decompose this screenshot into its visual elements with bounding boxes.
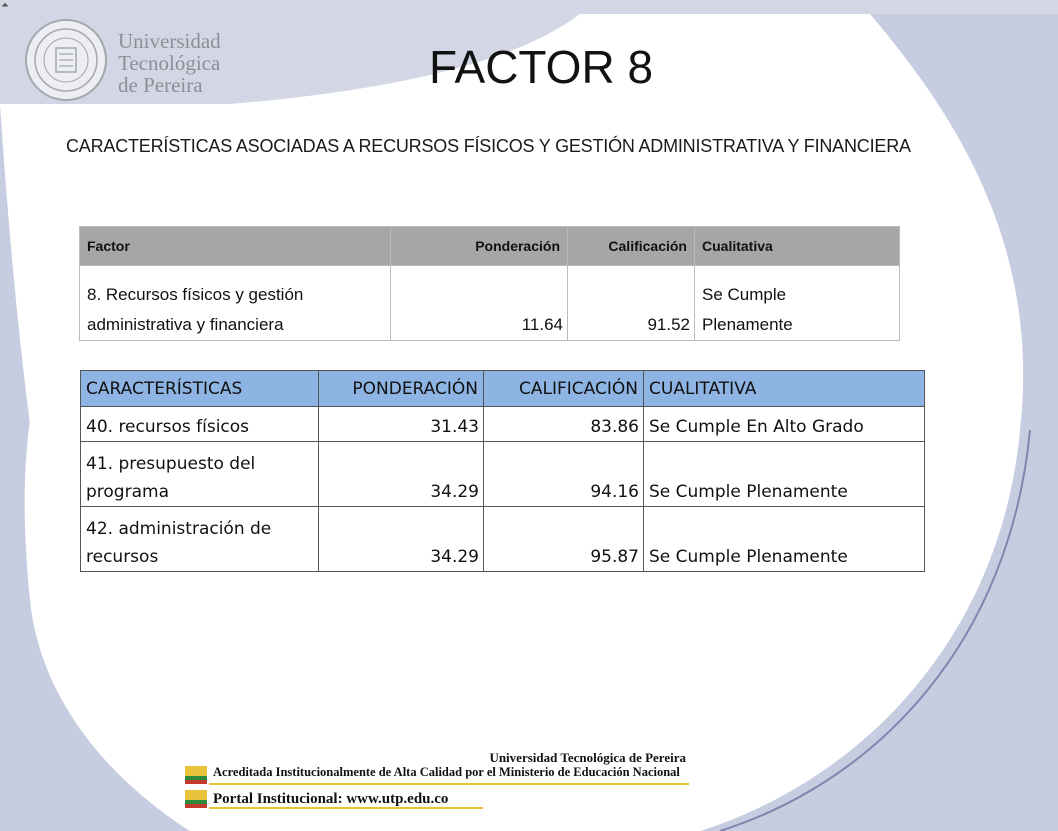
factor-ponderacion-cell: 11.64 [391,266,568,341]
characteristics-table [80,370,925,572]
characteristic-name-cell: 40. recursos físicos [81,407,319,442]
characteristic-calificacion-cell: 83.86 [484,407,644,442]
factor-calificacion-cell: 91.52 [568,266,695,341]
table-row [81,507,925,572]
slide-title: FACTOR 8 [428,41,654,93]
factor-name-cell: 8. Recursos físicos y gestión administrativa y financiera [80,266,391,341]
table-row [81,442,925,507]
header-cualitativa: CUALITATIVA [644,371,925,407]
header-ponderacion: Ponderación [391,227,568,266]
factor-table [79,226,900,341]
header-calificacion: CALIFICACIÓN [484,371,644,407]
characteristic-calificacion-cell: 94.16 [484,442,644,507]
characteristic-cualitativa-cell: Se Cumple Plenamente [644,442,925,507]
characteristic-name-cell: 41. presupuesto del programa [81,442,319,507]
table-row [81,407,925,442]
characteristic-cualitativa-cell: Se Cumple Plenamente [644,507,925,572]
corner-caret-icon[interactable]: ⏶ [1,0,9,11]
characteristic-ponderacion-cell: 34.29 [319,507,484,572]
characteristic-ponderacion-cell: 34.29 [319,442,484,507]
slide-subtitle: CARACTERÍSTICAS ASOCIADAS A RECURSOS FÍSICOS Y GESTIÓN ADMINISTRATIVA Y FINANCIERA [66,136,911,156]
characteristic-cualitativa-cell: Se Cumple En Alto Grado [644,407,925,442]
footer-accreditation: Acreditada Institucionalmente de Alta Calidad por el Ministerio de Educación Nacional [213,765,680,779]
factor-cualitativa-cell: Se Cumple Plenamente [695,266,900,341]
header-ponderacion: PONDERACIÓN [319,371,484,407]
header-factor: Factor [80,227,391,266]
footer-university: Universidad Tecnológica de Pereira [489,750,686,765]
characteristics-table-header [81,371,925,407]
characteristic-name-cell: 42. administración de recursos [81,507,319,572]
university-logo-name: Universidad Tecnológica de Pereira [118,29,221,97]
header-calificacion: Calificación [568,227,695,266]
characteristic-calificacion-cell: 95.87 [484,507,644,572]
header-caracteristicas: CARACTERÍSTICAS [81,371,319,407]
footer-banner [183,746,703,821]
factor-table-header [80,227,900,266]
header-cualitativa: Cualitativa [695,227,900,266]
table-row [80,266,900,341]
characteristic-ponderacion-cell: 31.43 [319,407,484,442]
footer-portal-link[interactable]: Portal Institucional: www.utp.edu.co [213,791,449,807]
